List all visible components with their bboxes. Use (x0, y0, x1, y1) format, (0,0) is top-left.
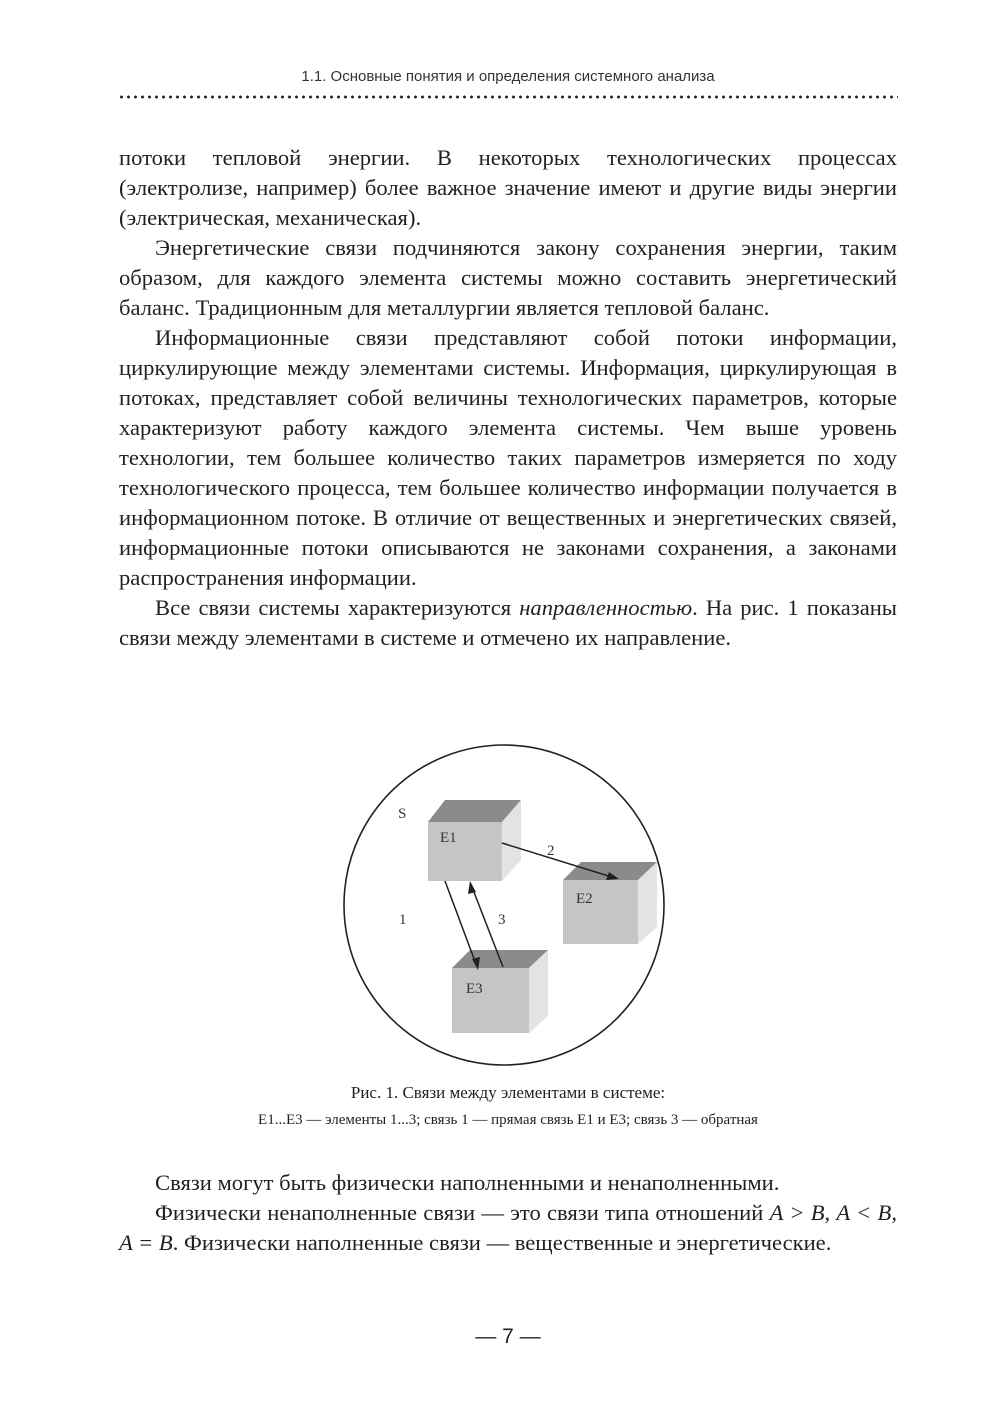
paragraph-4-text-a: Все связи системы характеризуются (155, 595, 520, 620)
paragraph-1: потоки тепловой энергии. В некоторых технологических процессах (электролизе, например) более важное значение имеют и другие виды энергии (электрическая, механическая). (119, 145, 897, 230)
paragraph-6-text-a: Физически ненаполненные связи — это связи типа отношений (155, 1200, 770, 1225)
relation-equal: A = B (119, 1230, 173, 1255)
element-label-e3: E3 (466, 981, 483, 997)
system-diagram (342, 740, 666, 1070)
main-text-top (119, 143, 897, 653)
figure-caption-legend: E1...E3 — элементы 1...3; связь 1 — прямая связь E1 и E3; связь 3 — обратная (258, 1112, 758, 1128)
paragraph-6-text-b: . Физически наполненные связи — вещественные и энергетические. (172, 1230, 832, 1255)
relation-greater: A > B (769, 1200, 825, 1225)
element-label-e1: E1 (440, 830, 457, 846)
system-label: S (398, 806, 407, 822)
header-dotted-rule (118, 95, 898, 99)
relation-less: A < B (836, 1200, 892, 1225)
paragraph-3: Информационные связи представляют собой потоки информации, циркулирующие между элементами системы. Информация, циркулирующая в потоках, представляет собой величины технологических параметров, которые характеризуют работу каждого элемента системы. Чем выше уровень технологии, тем большее количество таких параметров измеряется по ходу технологического процесса, тем большее количество информации получается в информационном потоке. В отличие от вещественных и энергетических связей, информационные потоки описываются не законами сохранения, а законами распространения информации. (119, 325, 897, 590)
link-label-2: 2 (547, 843, 555, 859)
link-label-1: 1 (399, 912, 407, 928)
separator-2: , (891, 1200, 897, 1225)
running-header: 1.1. Основные понятия и определения системного анализа (301, 68, 715, 85)
paragraph-6 (119, 1198, 897, 1258)
paragraph-4-text-b: . На рис. 1 показаны связи между элементами в системе и отмечено их направление. (119, 595, 897, 650)
link-label-3: 3 (498, 912, 506, 928)
separator-1: , (824, 1200, 837, 1225)
paragraph-2: Энергетические связи подчиняются закону сохранения энергии, таким образом, для каждого элемента системы можно составить энергетический баланс. Традиционным для металлургии является тепловой баланс. (119, 235, 897, 320)
paragraph-4 (119, 593, 897, 653)
figure-caption-title: Рис. 1. Связи между элементами в системе: (350, 1083, 666, 1102)
main-text-bottom (119, 1168, 897, 1258)
emphasis-directionality: направленностью (519, 595, 693, 620)
element-label-e2: E2 (576, 891, 593, 907)
page-number: — 7 — (475, 1325, 541, 1348)
paragraph-5: Связи могут быть физически наполненными и ненаполненными. (155, 1170, 780, 1195)
